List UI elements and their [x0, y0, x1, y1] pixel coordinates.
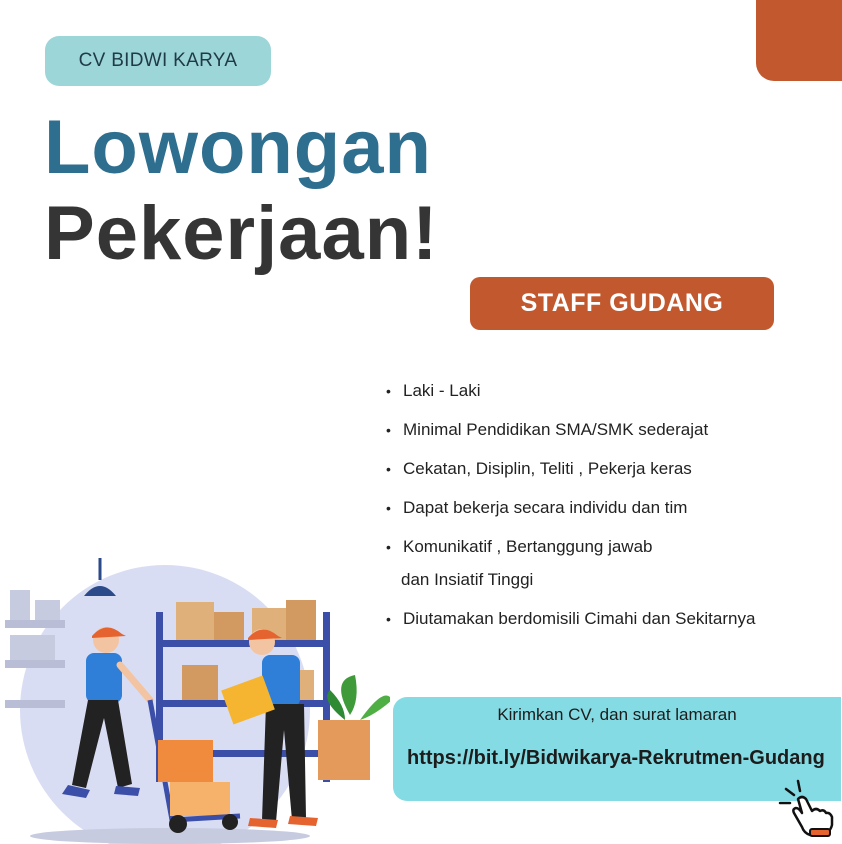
requirement-item [386, 495, 836, 534]
cta-instruction: Kirimkan CV, dan surat lamaran [497, 705, 737, 724]
bullet: • [386, 611, 391, 627]
bullet: • [386, 422, 391, 438]
bullet: • [386, 461, 391, 477]
requirement-item [386, 417, 836, 456]
requirement-text: dan Insiatif Tinggi [401, 570, 534, 589]
requirement-text: Cekatan, Disiplin, Teliti , Pekerja keras [403, 459, 692, 478]
corner-decoration [756, 0, 842, 81]
bullet: • [386, 539, 391, 555]
cta-panel [393, 697, 841, 801]
pointing-hand-icon [778, 779, 836, 837]
requirement-text: Dapat bekerja secara individu dan tim [403, 498, 688, 517]
headline-line2: Pekerjaan! [44, 191, 439, 276]
headline-line1: Lowongan [44, 105, 432, 190]
requirement-item-continuation [386, 567, 836, 606]
position-badge: STAFF GUDANG [470, 277, 774, 330]
company-badge: CV BIDWI KARYA [45, 36, 271, 86]
requirements-list [386, 378, 836, 645]
application-link[interactable]: https://bit.ly/Bidwikarya-Rekrutmen-Gudang [407, 747, 825, 769]
requirement-item [386, 456, 836, 495]
requirement-text: Diutamakan berdomisili Cimahi dan Sekitarnya [403, 609, 756, 628]
requirement-item [386, 606, 836, 645]
bullet: • [386, 500, 391, 516]
requirement-text: Minimal Pendidikan SMA/SMK sederajat [403, 420, 709, 439]
bullet: • [386, 383, 391, 399]
requirement-text: Laki - Laki [403, 381, 481, 400]
requirement-text: Komunikatif , Bertanggung jawab [403, 537, 653, 556]
warehouse-illustration [0, 550, 390, 844]
requirement-item [386, 378, 836, 417]
